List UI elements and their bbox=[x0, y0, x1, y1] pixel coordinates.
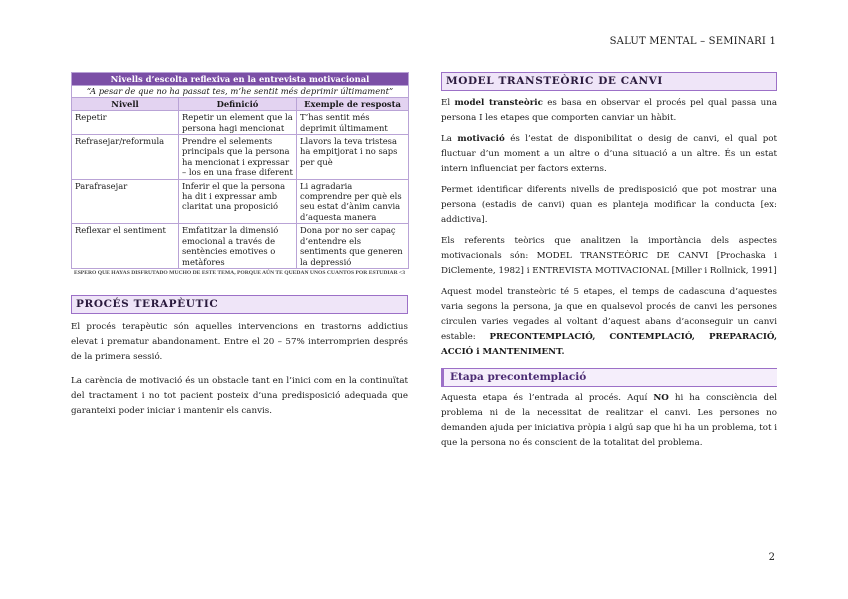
column-header-example: Exemple de resposta bbox=[297, 97, 409, 110]
paragraph: Aquest model transteòric té 5 etapes, el temps de cadascuna d’aquestes varia segons la persona, ja que en qualsevol procés de canvi les persones circulen varies vegades al voltant d’aquest abans d’aconseguir un canvi estable: PRECONTEMPLACIÓ, CONTEMPLACIÓ, PREPARACIÓ, ACCIÓ i MANTENIMENT. bbox=[441, 287, 777, 357]
paragraph: Permet identificar diferents nivells de predisposició que pot mostrar una persona (estadis de canvi) quan es planteja modificar la conducta [ex: addictiva]. bbox=[441, 185, 777, 225]
row-example: Dona por no ser capaç d’entendre els sentiments que generen la depressió bbox=[297, 224, 409, 269]
section-title-transtheoretical-model: MODEL TRANSTEÒRIC DE CANVI bbox=[441, 72, 777, 91]
row-level: Reflexar el sentiment bbox=[72, 224, 179, 269]
paragraph: Els referents teòrics que analitzen la importància dels aspectes motivacionals són: MODEL TRANSTEÒRIC DE CANVI [Prochaska i DiClemente, 1982] i ENTREVISTA MOTIVACIONAL [Miller i Rollnick, 1991] bbox=[441, 236, 777, 276]
row-definition: Emfatitzar la dimensió emocional a través de sentències emotives o metàfores bbox=[179, 224, 297, 269]
table-row bbox=[72, 224, 409, 269]
row-example: T’has sentit més deprimit últimament bbox=[297, 111, 409, 135]
paragraph: El procés terapèutic són aquelles intervencions en trastorns addictius elevat i prematur abandonament. Entre el 20 – 57% interromprien després de la primera sessió. bbox=[71, 322, 408, 363]
left-column bbox=[71, 72, 408, 419]
row-definition: Repetir un element que la persona hagi mencionat bbox=[179, 111, 297, 135]
table-row bbox=[72, 111, 409, 135]
table-row bbox=[72, 179, 409, 224]
row-definition: Inferir el que la persona ha dit i expressar amb claritat una proposició bbox=[179, 179, 297, 224]
row-definition: Prendre el selements principals que la persona ha mencionat i expressar – los en una frase diferent bbox=[179, 135, 297, 180]
section-title-therapeutic-process: PROCÉS TERAPÈUTIC bbox=[71, 295, 408, 314]
reflective-listening-table bbox=[71, 72, 409, 269]
paragraph: La carència de motivació és un obstacle tant en l’inici com en la continuïtat del tractament i no tot pacient posteix d’una predisposició adequada que garanteixi poder iniciar i mantenir els canvis. bbox=[71, 376, 408, 417]
page-number: 2 bbox=[768, 552, 775, 563]
running-header: SALUT MENTAL – SEMINARI 1 bbox=[609, 36, 776, 47]
row-level: Parafrasejar bbox=[72, 179, 179, 224]
paragraph: El model transteòric es basa en observar el procés pel qual passa una persona I les etapes que comporten canviar un hàbit. bbox=[441, 98, 777, 123]
row-example: Li agradaria comprendre per què els seu estat d’ànim canvia d’aquesta manera bbox=[297, 179, 409, 224]
column-header-level: Nivell bbox=[72, 97, 179, 110]
right-column bbox=[441, 72, 777, 451]
table-footnote: ESPERO QUE HAYAS DISFRUTADO MUCHO DE ESTE TEMA, PORQUE AÚN TE QUEDAN UNOS CUANTOS POR ESTUDIAR <3 bbox=[73, 269, 406, 276]
paragraph: Aquesta etapa és l’entrada al procés. Aquí NO hi ha consciència del problema ni de la necessitat de realitzar el canvi. Les persones no demanden ajuda per iniciativa pròpia i algú sap que hi ha un problema, tot i que la persona no és conscient de la totalitat del problema. bbox=[441, 393, 777, 448]
column-header-definition: Definició bbox=[179, 97, 297, 110]
table-row bbox=[72, 135, 409, 180]
row-example: Llavors la teva tristesa ha empitjorat i no saps per què bbox=[297, 135, 409, 180]
subsection-title-precontemplation: Etapa precontemplació bbox=[441, 368, 777, 387]
row-level: Refrasejar/reformula bbox=[72, 135, 179, 180]
row-level: Repetir bbox=[72, 111, 179, 135]
table-title: Nivells d’escolta reflexiva en la entrevista motivacional bbox=[72, 73, 409, 86]
paragraph: La motivació és l’estat de disponibilitat o desig de canvi, el qual pot fluctuar d’un moment a un altre o d’una situació a un altre. És un estat intern influenciat per factors externs. bbox=[441, 134, 777, 174]
table-quote: “A pesar de que no ha passat tes, m’he sentit més deprimir últimament” bbox=[72, 86, 409, 97]
